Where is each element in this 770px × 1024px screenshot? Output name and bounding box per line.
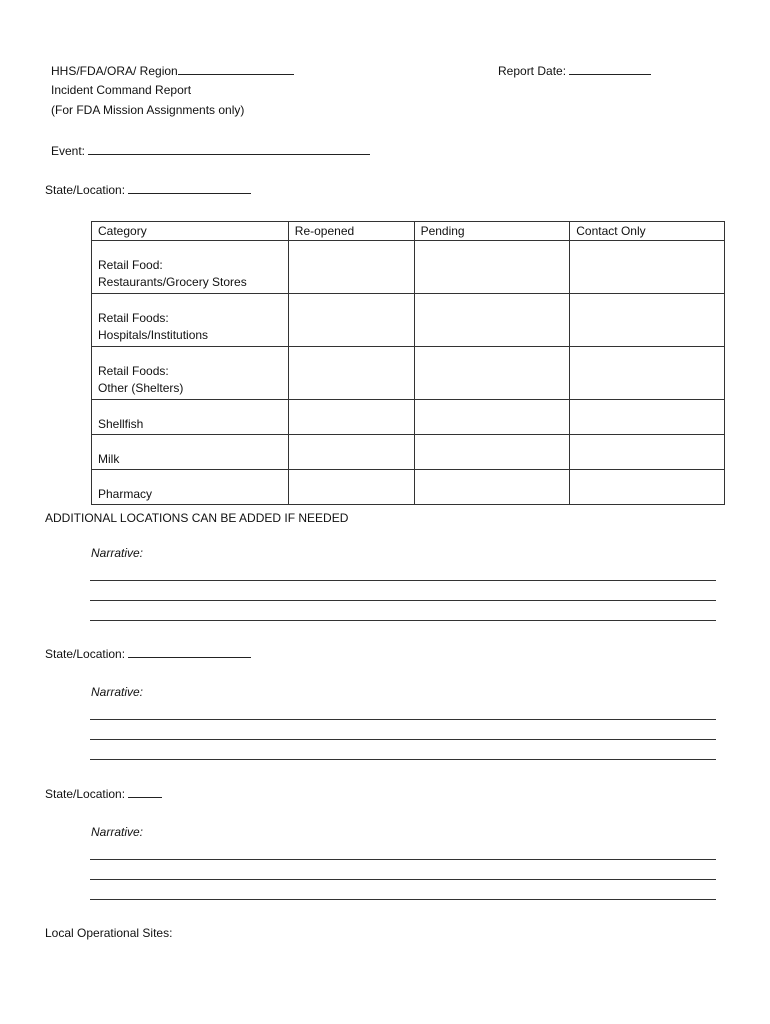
narrative-line[interactable] [90, 739, 716, 740]
category-cell [92, 241, 289, 294]
category-line: Retail Foods: [98, 311, 169, 325]
narrative-line[interactable] [90, 759, 716, 760]
state-location-blank[interactable] [128, 646, 251, 658]
state-location-field-2 [45, 646, 251, 661]
state-location-blank[interactable] [128, 786, 162, 798]
additional-locations-note: ADDITIONAL LOCATIONS CAN BE ADDED IF NEEDED [45, 511, 349, 525]
reopened-cell[interactable] [288, 470, 414, 505]
pending-cell[interactable] [414, 241, 570, 294]
narrative-line[interactable] [90, 580, 716, 581]
table-row [92, 241, 725, 294]
category-line: Retail Food: [98, 258, 163, 272]
agency-region-label: HHS/FDA/ORA/ Region [51, 64, 178, 78]
narrative-label: Narrative: [91, 825, 144, 839]
category-line: Restaurants/Grocery Stores [98, 275, 247, 289]
local-operational-sites-label: Local Operational Sites: [45, 926, 173, 940]
category-line: Hospitals/Institutions [98, 328, 209, 342]
narrative-line[interactable] [90, 600, 716, 601]
event-field [51, 143, 370, 158]
narrative-label: Narrative: [91, 546, 144, 560]
header-category: Category [92, 222, 289, 241]
narrative-line[interactable] [90, 899, 716, 900]
event-blank[interactable] [88, 143, 370, 155]
pending-cell[interactable] [414, 400, 570, 435]
report-date-blank[interactable] [569, 63, 651, 75]
header-contact-only: Contact Only [570, 222, 725, 241]
report-date-field [498, 63, 651, 78]
contact-only-cell[interactable] [570, 400, 725, 435]
pending-cell[interactable] [414, 347, 570, 400]
report-date-label: Report Date: [498, 64, 567, 78]
contact-only-cell[interactable] [570, 347, 725, 400]
category-cell: Shellfish [92, 400, 289, 435]
category-cell [92, 347, 289, 400]
contact-only-cell[interactable] [570, 470, 725, 505]
reopened-cell[interactable] [288, 435, 414, 470]
table-row [92, 294, 725, 347]
table-row [92, 347, 725, 400]
report-subtitle: (For FDA Mission Assignments only) [51, 103, 245, 117]
reopened-cell[interactable] [288, 294, 414, 347]
pending-cell[interactable] [414, 470, 570, 505]
table-row [92, 400, 725, 435]
state-location-blank[interactable] [128, 182, 251, 194]
contact-only-cell[interactable] [570, 241, 725, 294]
event-label: Event: [51, 144, 86, 158]
narrative-line[interactable] [90, 859, 716, 860]
state-location-field-1 [45, 182, 251, 197]
state-location-label: State/Location: [45, 787, 126, 801]
category-cell: Pharmacy [92, 470, 289, 505]
table-header-row [92, 222, 725, 241]
category-cell [92, 294, 289, 347]
agency-region-field [51, 63, 294, 78]
table-row [92, 435, 725, 470]
region-blank[interactable] [178, 63, 294, 75]
reopened-cell[interactable] [288, 241, 414, 294]
pending-cell[interactable] [414, 294, 570, 347]
narrative-label: Narrative: [91, 685, 144, 699]
narrative-line[interactable] [90, 879, 716, 880]
pending-cell[interactable] [414, 435, 570, 470]
category-table [91, 221, 725, 505]
category-cell: Milk [92, 435, 289, 470]
narrative-line[interactable] [90, 719, 716, 720]
state-location-field-3 [45, 786, 162, 801]
contact-only-cell[interactable] [570, 294, 725, 347]
contact-only-cell[interactable] [570, 435, 725, 470]
state-location-label: State/Location: [45, 647, 126, 661]
reopened-cell[interactable] [288, 400, 414, 435]
category-line: Other (Shelters) [98, 381, 184, 395]
state-location-label: State/Location: [45, 183, 126, 197]
category-line: Retail Foods: [98, 364, 169, 378]
header-pending: Pending [414, 222, 570, 241]
reopened-cell[interactable] [288, 347, 414, 400]
table-row [92, 470, 725, 505]
header-reopened: Re-opened [288, 222, 414, 241]
report-title: Incident Command Report [51, 83, 192, 97]
narrative-line[interactable] [90, 620, 716, 621]
